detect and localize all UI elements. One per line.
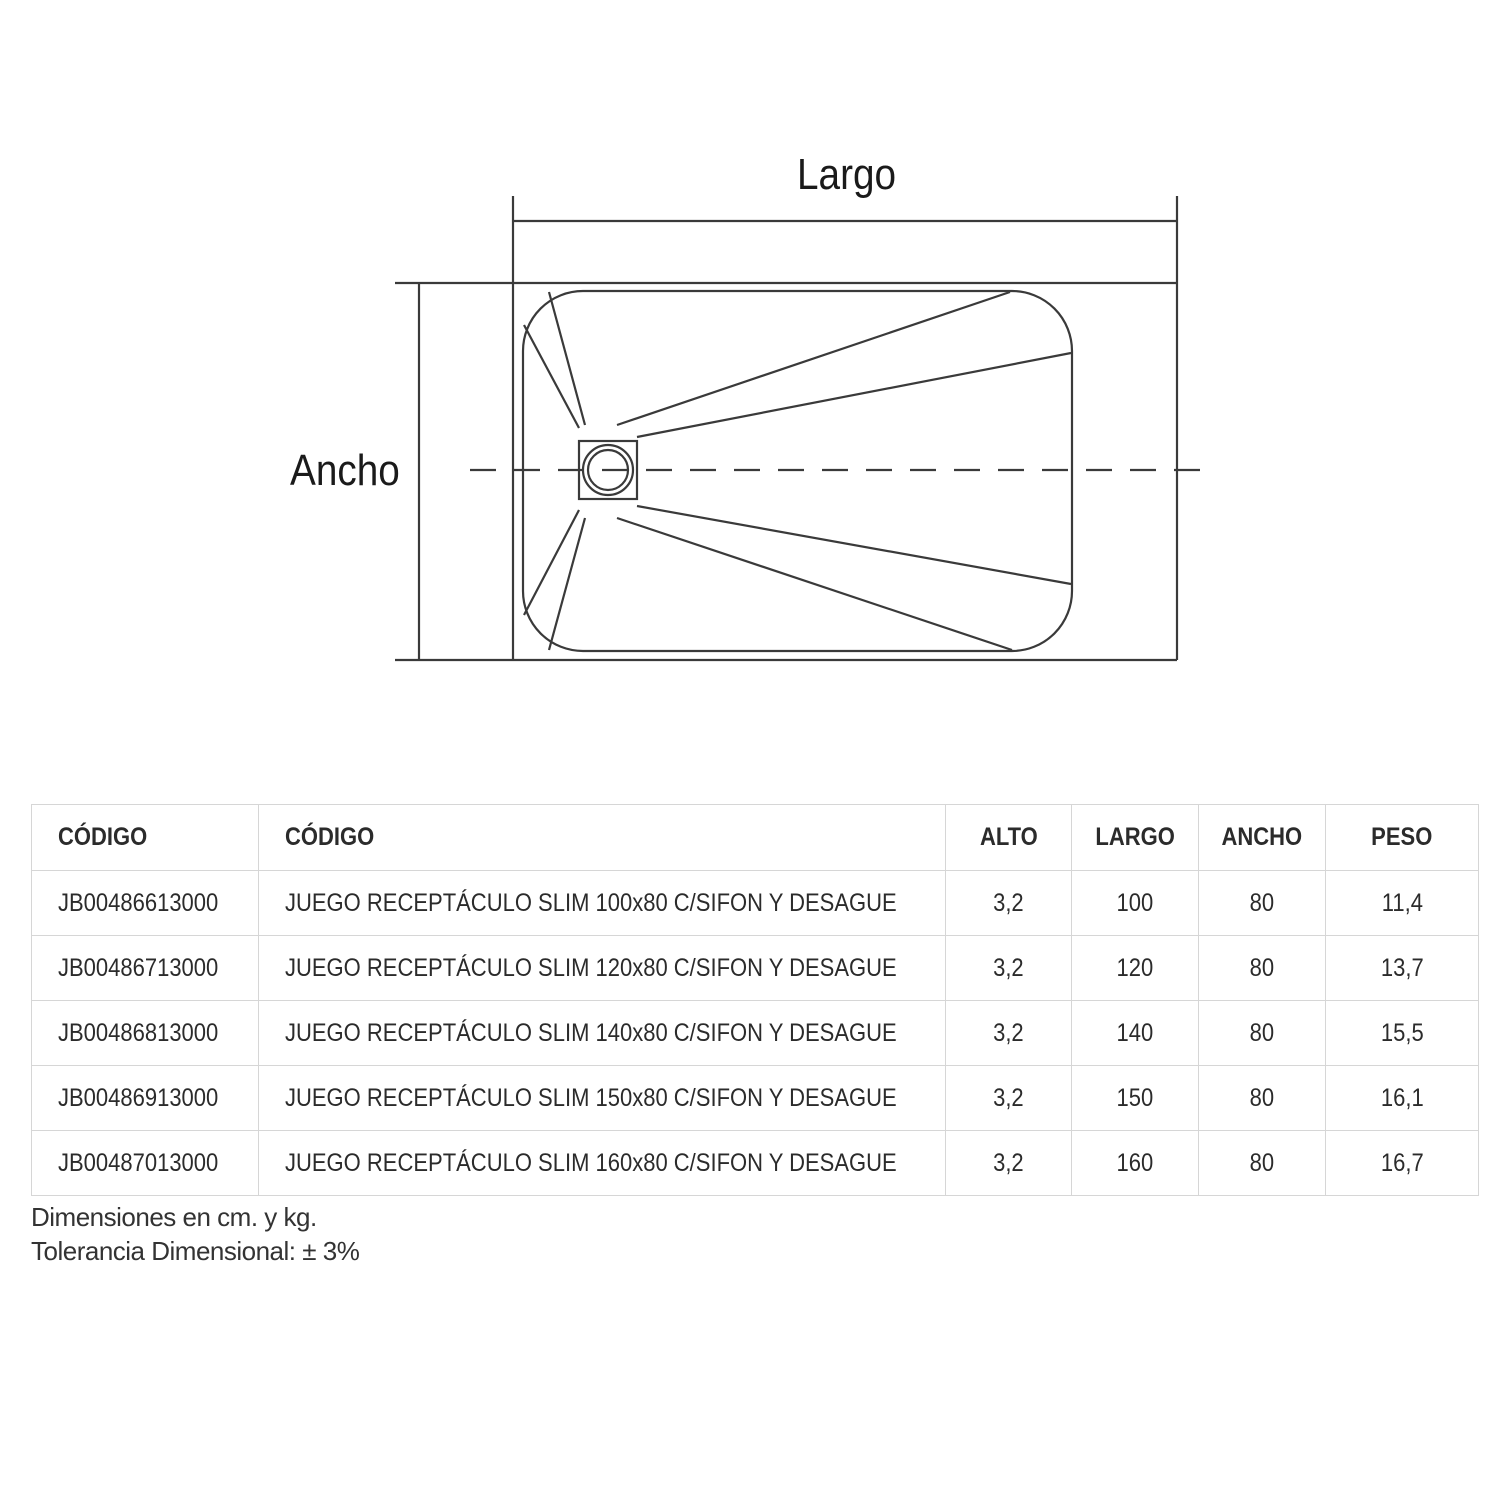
cell-largo: 100 bbox=[1072, 871, 1199, 936]
cell-codigo: JB00486613000 bbox=[32, 871, 259, 936]
cell-alto: 3,2 bbox=[946, 936, 1072, 1001]
cell-codigo: JB00487013000 bbox=[32, 1131, 259, 1196]
cell-codigo: JB00486913000 bbox=[32, 1066, 259, 1131]
cell-descripcion: JUEGO RECEPTÁCULO SLIM 100x80 C/SIFON Y DESAGUE bbox=[259, 871, 946, 936]
table-row bbox=[32, 1131, 1479, 1196]
cell-ancho: 80 bbox=[1199, 871, 1326, 936]
channel-line bbox=[524, 510, 579, 615]
cell-peso: 16,1 bbox=[1326, 1066, 1479, 1131]
table-row bbox=[32, 1066, 1479, 1131]
channel-line bbox=[637, 506, 1071, 584]
cell-peso: 11,4 bbox=[1326, 871, 1479, 936]
ancho-label: Ancho bbox=[290, 446, 400, 495]
cell-ancho: 80 bbox=[1199, 1131, 1326, 1196]
cell-alto: 3,2 bbox=[946, 1066, 1072, 1131]
cell-alto: 3,2 bbox=[946, 1001, 1072, 1066]
specifications-table bbox=[31, 804, 1479, 1196]
channel-line bbox=[549, 518, 585, 650]
cell-descripcion: JUEGO RECEPTÁCULO SLIM 140x80 C/SIFON Y DESAGUE bbox=[259, 1001, 946, 1066]
cell-ancho: 80 bbox=[1199, 1001, 1326, 1066]
header-largo: LARGO bbox=[1072, 805, 1199, 871]
table-row bbox=[32, 936, 1479, 1001]
table-row bbox=[32, 871, 1479, 936]
cell-largo: 120 bbox=[1072, 936, 1199, 1001]
cell-descripcion: JUEGO RECEPTÁCULO SLIM 160x80 C/SIFON Y DESAGUE bbox=[259, 1131, 946, 1196]
cell-ancho: 80 bbox=[1199, 936, 1326, 1001]
cell-peso: 15,5 bbox=[1326, 1001, 1479, 1066]
cell-alto: 3,2 bbox=[946, 871, 1072, 936]
table-row bbox=[32, 1001, 1479, 1066]
note-dimensions: Dimensiones en cm. y kg. bbox=[31, 1202, 317, 1232]
cell-peso: 13,7 bbox=[1326, 936, 1479, 1001]
table-notes bbox=[31, 1200, 359, 1268]
cell-largo: 160 bbox=[1072, 1131, 1199, 1196]
header-descripcion: CÓDIGO bbox=[259, 805, 946, 871]
cell-codigo: JB00486713000 bbox=[32, 936, 259, 1001]
cell-codigo: JB00486813000 bbox=[32, 1001, 259, 1066]
header-ancho: ANCHO bbox=[1199, 805, 1326, 871]
channel-line bbox=[637, 353, 1071, 437]
cell-descripcion: JUEGO RECEPTÁCULO SLIM 120x80 C/SIFON Y DESAGUE bbox=[259, 936, 946, 1001]
cell-peso: 16,7 bbox=[1326, 1131, 1479, 1196]
channel-line bbox=[617, 292, 1010, 425]
table-header-row bbox=[32, 805, 1479, 871]
cell-ancho: 80 bbox=[1199, 1066, 1326, 1131]
header-codigo: CÓDIGO bbox=[32, 805, 259, 871]
largo-label: Largo bbox=[797, 150, 897, 199]
cell-alto: 3,2 bbox=[946, 1131, 1072, 1196]
cell-largo: 140 bbox=[1072, 1001, 1199, 1066]
header-peso: PESO bbox=[1326, 805, 1479, 871]
note-tolerance: Tolerancia Dimensional: ± 3% bbox=[31, 1236, 360, 1266]
header-alto: ALTO bbox=[946, 805, 1072, 871]
cell-largo: 150 bbox=[1072, 1066, 1199, 1131]
cell-descripcion: JUEGO RECEPTÁCULO SLIM 150x80 C/SIFON Y DESAGUE bbox=[259, 1066, 946, 1131]
